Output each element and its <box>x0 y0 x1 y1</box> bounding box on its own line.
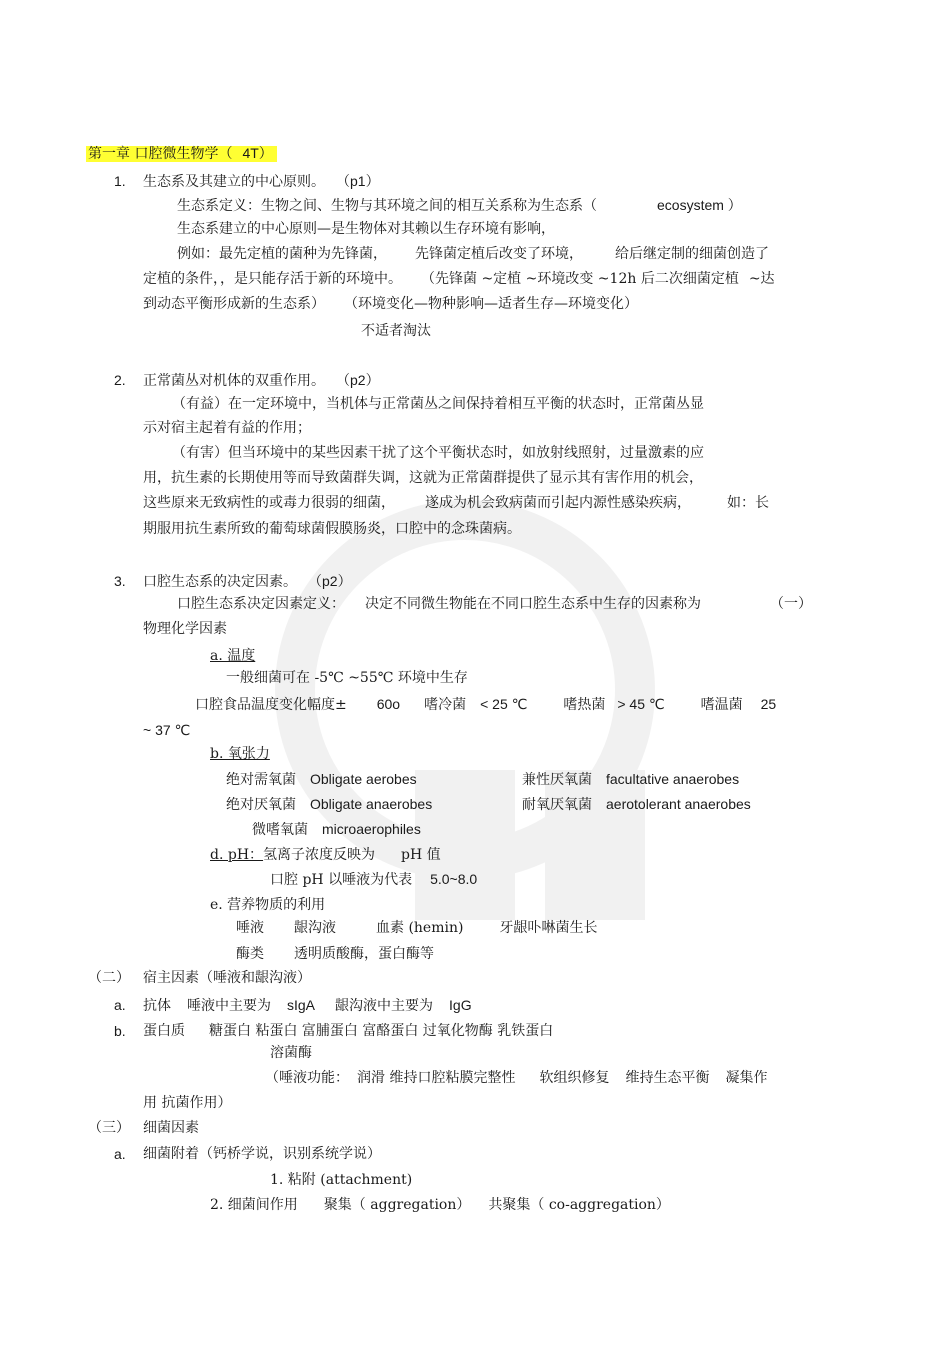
bacteria-section-title: 细菌因素 <box>143 1120 199 1136</box>
s1-line-6: 不适者淘汰 <box>361 323 431 339</box>
interaction-item: 2. 细菌间作用 聚集（ aggregation） 共聚集（ co-aggregation） <box>210 1197 670 1213</box>
ph-line-1: d. pH：氢离子浓度反映为 pH 值 <box>210 847 441 863</box>
section-3-number: 3. <box>114 573 126 589</box>
host-section-number: （二） <box>88 970 130 986</box>
oxygen-line-1b: 兼性厌氧菌 facultative anaerobes <box>522 771 740 788</box>
s1-line-4: 定植的条件，，是只能存活于新的环境中。 （先锋菌 ~定植 ~环境改变 ~12h 后二次细菌定植 ~达 <box>143 271 775 287</box>
ph-line-2: 口腔 pH 以唾液为代表 5.0~8.0 <box>270 871 478 888</box>
oxygen-line-2b: 耐氧厌氧菌 aerotolerant anaerobes <box>522 796 751 813</box>
s1-line-1: 生态系定义：生物之间、生物与其环境之间的相互关系称为生态系（ ecosystem ） <box>177 197 742 214</box>
section-1-title: 生态系及其建立的中心原则。 （p1） <box>143 173 380 190</box>
saliva-function-line-2: 用 抗菌作用） <box>143 1095 232 1111</box>
section-3-title: 口腔生态系的决定因素。 （p2） <box>143 573 352 590</box>
temperature-line-3: ~ 37 ℃ <box>143 722 191 738</box>
oxygen-heading: b. 氧张力 <box>210 746 270 762</box>
host-a-line: 抗体 唾液中主要为 sIgA 龈沟液中主要为 IgG <box>143 997 472 1014</box>
bacteria-section-number: （三） <box>88 1120 130 1136</box>
bacteria-a-line: 细菌附着（钙桥学说，识别系统学说） <box>143 1146 381 1162</box>
s2-line-4: 用，抗生素的长期使用等而导致菌群失调，这就为正常菌群提供了显示其有害作用的机会， <box>143 470 703 486</box>
temperature-heading: a. 温度 <box>210 648 256 664</box>
s2-line-1: （有益）在一定环境中，当机体与正常菌丛之间保持着相互平衡的状态时，正常菌丛显 <box>172 396 704 412</box>
temperature-line-2: 口腔食品温度变化幅度± 60o 嗜冷菌 < 25 ℃ 嗜热菌 > 45 ℃ 嗜温菌 25 <box>195 696 777 713</box>
host-b-number: b. <box>114 1023 126 1039</box>
attachment-item: 1. 粘附 (attachment) <box>270 1172 413 1188</box>
s1-line-5: 到动态平衡形成新的生态系） （环境变化—物种影响—适者生存—环境变化） <box>143 296 638 312</box>
s2-line-6: 期服用抗生素所致的葡萄球菌假膜肠炎，口腔中的念珠菌病。 <box>143 521 521 537</box>
section-1-number: 1. <box>114 173 126 189</box>
host-a-number: a. <box>114 997 126 1013</box>
s3-line-2: 物理化学因素 <box>143 621 227 637</box>
s2-line-2: 示对宿主起着有益的作用； <box>143 420 311 436</box>
s1-line-3: 例如：最先定植的菌种为先锋菌， 先锋菌定植后改变了环境， 给后继定制的细菌创造了 <box>177 246 769 262</box>
s1-line-2: 生态系建立的中心原则—是生物体对其赖以生存环境有影响， <box>177 221 555 237</box>
host-b-line-1: 蛋白质 糖蛋白 粘蛋白 富脯蛋白 富酪蛋白 过氧化物酶 乳铁蛋白 <box>143 1023 554 1039</box>
s3-line-1: 口腔生态系决定因素定义： 决定不同微生物能在不同口腔生态系中生存的因素称为 <box>177 596 701 612</box>
s2-line-5: 这些原来无致病性的或毒力很弱的细菌， 遂成为机会致病菌而引起内源性感染疾病， 如：长 <box>143 495 769 511</box>
temperature-line-1: 一般细菌可在 -5℃ ~55℃ 环境中生存 <box>226 670 468 686</box>
host-section-title: 宿主因素（唾液和龈沟液） <box>143 970 311 986</box>
saliva-function-line: （唾液功能： 润滑 维持口腔粘膜完整性 软组织修复 维持生态平衡 凝集作 <box>265 1070 768 1086</box>
nutrition-heading: e. 营养物质的利用 <box>210 897 326 913</box>
oxygen-line-2a: 绝对厌氧菌 Obligate anaerobes <box>226 796 433 813</box>
oxygen-line-1a: 绝对需氧菌 Obligate aerobes <box>226 771 417 788</box>
bacteria-a-number: a. <box>114 1146 126 1162</box>
section-2-title: 正常菌丛对机体的双重作用。 （p2） <box>143 372 380 389</box>
oxygen-line-3: 微嗜氧菌 microaerophiles <box>252 821 421 838</box>
nutrition-line-1: 唾液 龈沟液 血素 (hemin) 牙龈卟啉菌生长 <box>236 920 598 936</box>
s3-line-1-suffix: （一） <box>770 596 812 612</box>
chapter-heading: 第一章 口腔微生物学（ 4T） <box>86 143 277 164</box>
s2-line-3: （有害）但当环境中的某些因素干扰了这个平衡状态时，如放射线照射，过量激素的应 <box>172 445 704 461</box>
section-2-number: 2. <box>114 372 126 388</box>
nutrition-line-2: 酶类 透明质酸酶，蛋白酶等 <box>236 946 434 962</box>
host-b-line-2: 溶菌酶 <box>270 1045 312 1061</box>
